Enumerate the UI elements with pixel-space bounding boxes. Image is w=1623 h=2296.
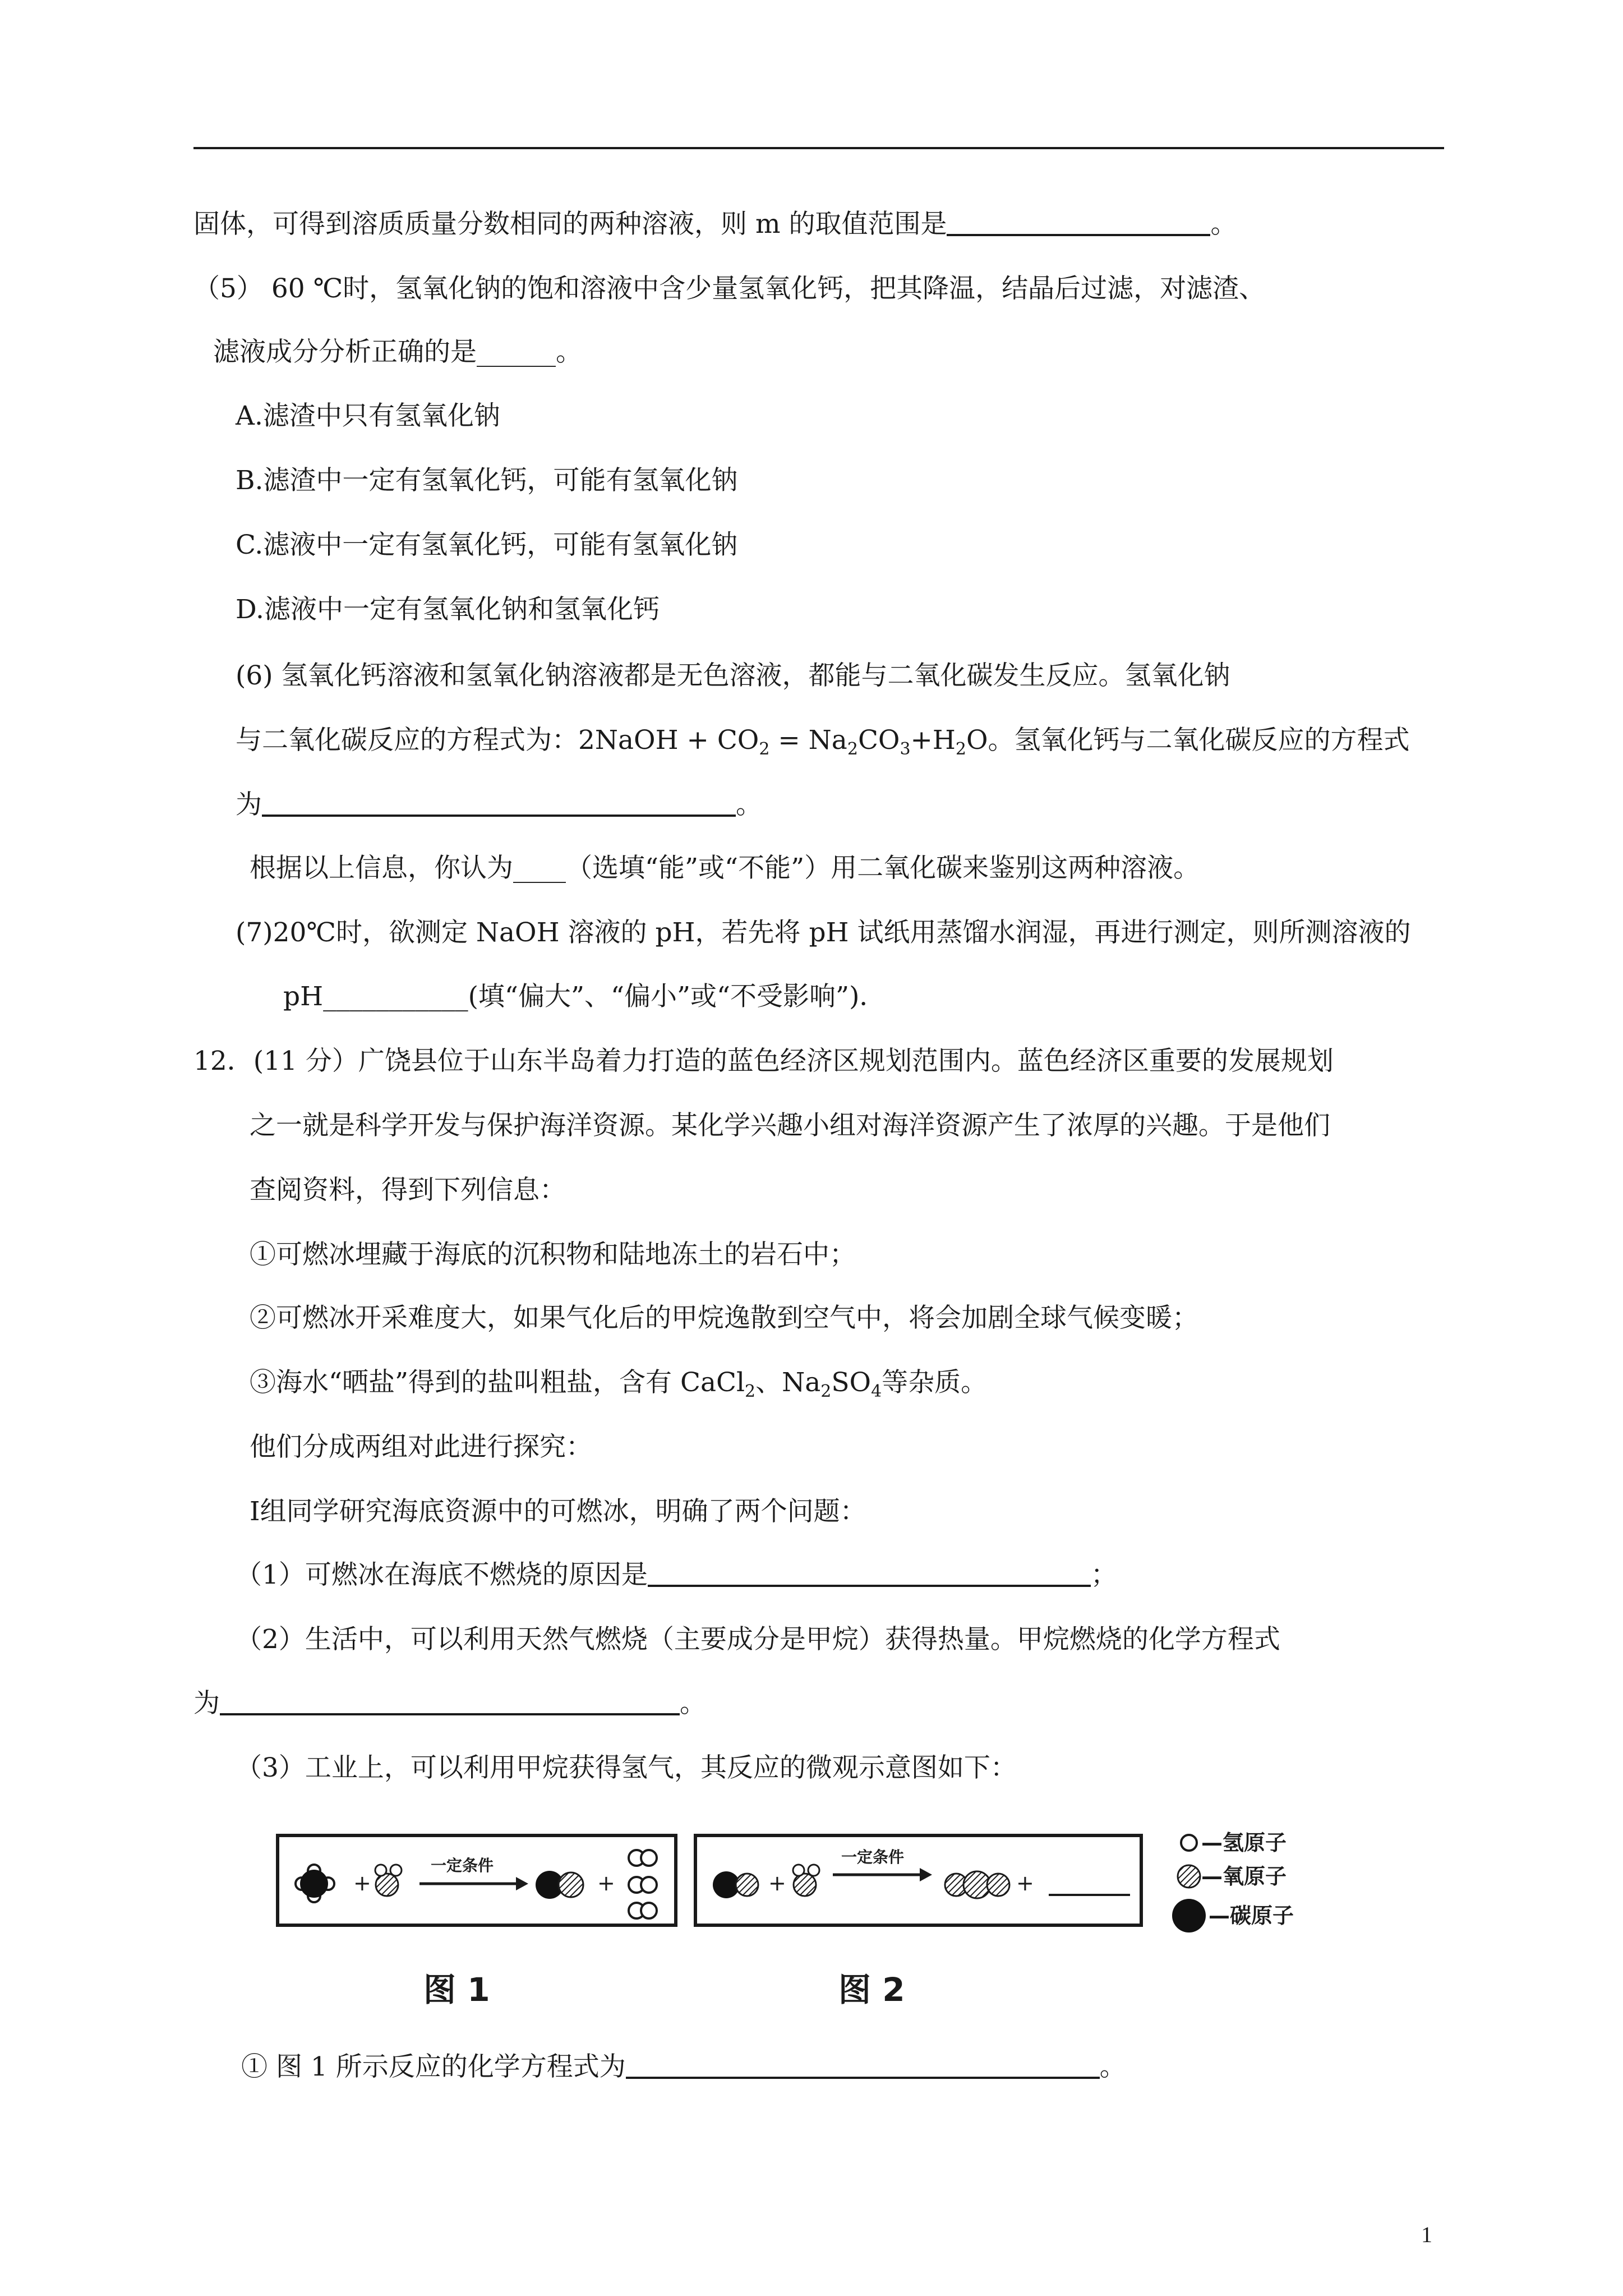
option-a: A.滤渣中只有氢氧化钠 xyxy=(236,401,500,431)
group-1-line: Ⅰ组同学研究海底资源中的可燃冰，明确了两个问题： xyxy=(250,1496,866,1527)
question-12-line3: 查阅资料，得到下列信息： xyxy=(250,1175,566,1205)
option-b: B.滤渣中一定有氢氧化钙，可能有氢氧化钠 xyxy=(236,465,738,496)
part-3: （3）工业上，可以利用甲烷获得氢气，其反应的微观示意图如下： xyxy=(236,1752,1017,1783)
line-solid-range: 固体，可得到溶质质量分数相同的两种溶液，则 m 的取值范围是 。 xyxy=(193,209,1237,240)
answer-blank[interactable] xyxy=(262,789,736,817)
question-6-line1: (6) 氢氧化钙溶液和氢氧化钠溶液都是无色溶液，都能与二氧化碳发生反应。氢氧化钠 xyxy=(236,660,1230,691)
svg-text:+: + xyxy=(353,1871,371,1895)
answer-blank[interactable] xyxy=(648,1559,1091,1587)
carbon-monoxide-molecule xyxy=(713,1871,758,1898)
condition-label: 一定条件 xyxy=(841,1848,905,1866)
question-12-line1: 12．(11 分）广饶县位于山东半岛着力打造的蓝色经济区规划范围内。蓝色经济区重要的发展规划 xyxy=(193,1046,1334,1076)
question-7-line1: (7)20℃时，欲测定 NaOH 溶液的 pH，若先将 pH 试纸用蒸馏水润湿，再进行测定，则所测溶液的 xyxy=(236,917,1411,948)
hydrogen-atom-icon xyxy=(1181,1835,1197,1851)
carbon-dioxide-molecule xyxy=(945,1871,1009,1898)
condition-label: 一定条件 xyxy=(431,1856,494,1875)
info-1: ①可燃冰埋藏于海底的沉积物和陆地冻土的岩石中； xyxy=(250,1239,856,1270)
answer-blank[interactable] xyxy=(947,208,1210,236)
header-rule xyxy=(193,147,1444,149)
carbon-atom-icon xyxy=(1172,1899,1206,1932)
figure-2-caption: 图 2 xyxy=(838,1971,905,2009)
svg-text:—氢原子: —氢原子 xyxy=(1201,1830,1287,1855)
hydrogen-molecules xyxy=(629,1850,657,1918)
answer-blank[interactable] xyxy=(626,2051,1100,2079)
question-6-line4: 根据以上信息，你认为____（选填“能”或“不能”）用二氧化碳来鉴别这两种溶液。 xyxy=(250,853,1200,884)
info-2: ②可燃冰开采难度大，如果气化后的甲烷逸散到空气中，将会加剧全球气候变暖； xyxy=(250,1303,1198,1333)
svg-text:+: + xyxy=(597,1871,615,1895)
option-d: D.滤液中一定有氢氧化钠和氢氧化钙 xyxy=(236,594,660,625)
svg-text:—碳原子: —碳原子 xyxy=(1209,1903,1294,1928)
question-6-line3: 为 。 xyxy=(236,789,762,820)
question-12-line2: 之一就是科学开发与保护海洋资源。某化学兴趣小组对海洋资源产生了浓厚的兴趣。于是他们 xyxy=(250,1110,1330,1141)
question-7-line2: pH___________(填“偏大”、“偏小”或“不受影响”)． xyxy=(283,981,886,1012)
info-3: ③海水“晒盐”得到的盐叫粗盐，含有 CaCl$_2$、$Na_2SO_4$等杂质。 xyxy=(250,1367,988,1401)
page-number: 1 xyxy=(1421,2222,1432,2247)
figure-1-caption: 图 1 xyxy=(423,1971,490,2009)
question-5-line1: （5） 60 ℃时，氢氧化钠的饱和溶液中含少量氢氧化钙，把其降温，结晶后过滤，对滤渣、 xyxy=(193,273,1266,304)
figure-2-box xyxy=(695,1835,1141,1925)
svg-text:+: + xyxy=(1016,1871,1034,1895)
question-6-line2: 与二氧化碳反应的方程式为：2NaOH + $CO_2 = Na_2CO_3+H_2O$。氢氧化钙与二氧化碳反应的方程式 xyxy=(236,725,1410,759)
carbon-monoxide-molecule xyxy=(536,1871,583,1899)
svg-text:—氧原子: —氧原子 xyxy=(1201,1864,1287,1889)
legend xyxy=(1172,1830,1294,1932)
figure-1-box xyxy=(278,1835,676,1925)
sub-question-1: ① 图 1 所示反应的化学方程式为 。 xyxy=(241,2051,1126,2082)
groups-line: 他们分成两组对此进行探究： xyxy=(250,1432,592,1462)
oxygen-atom-icon xyxy=(1178,1865,1200,1888)
part-2-line1: （2）生活中，可以利用天然气燃烧（主要成分是甲烷）获得热量。甲烷燃烧的化学方程式 xyxy=(236,1624,1280,1655)
svg-text:+: + xyxy=(768,1871,786,1895)
answer-blank[interactable] xyxy=(220,1687,680,1715)
part-1: （1）可燃冰在海底不燃烧的原因是 ； xyxy=(236,1559,1117,1590)
part-2-line2: 为 。 xyxy=(193,1688,706,1719)
option-c: C.滤液中一定有氢氧化钙，可能有氢氧化钠 xyxy=(236,530,738,560)
question-5-line2: 滤液成分分析正确的是______。 xyxy=(213,337,582,367)
